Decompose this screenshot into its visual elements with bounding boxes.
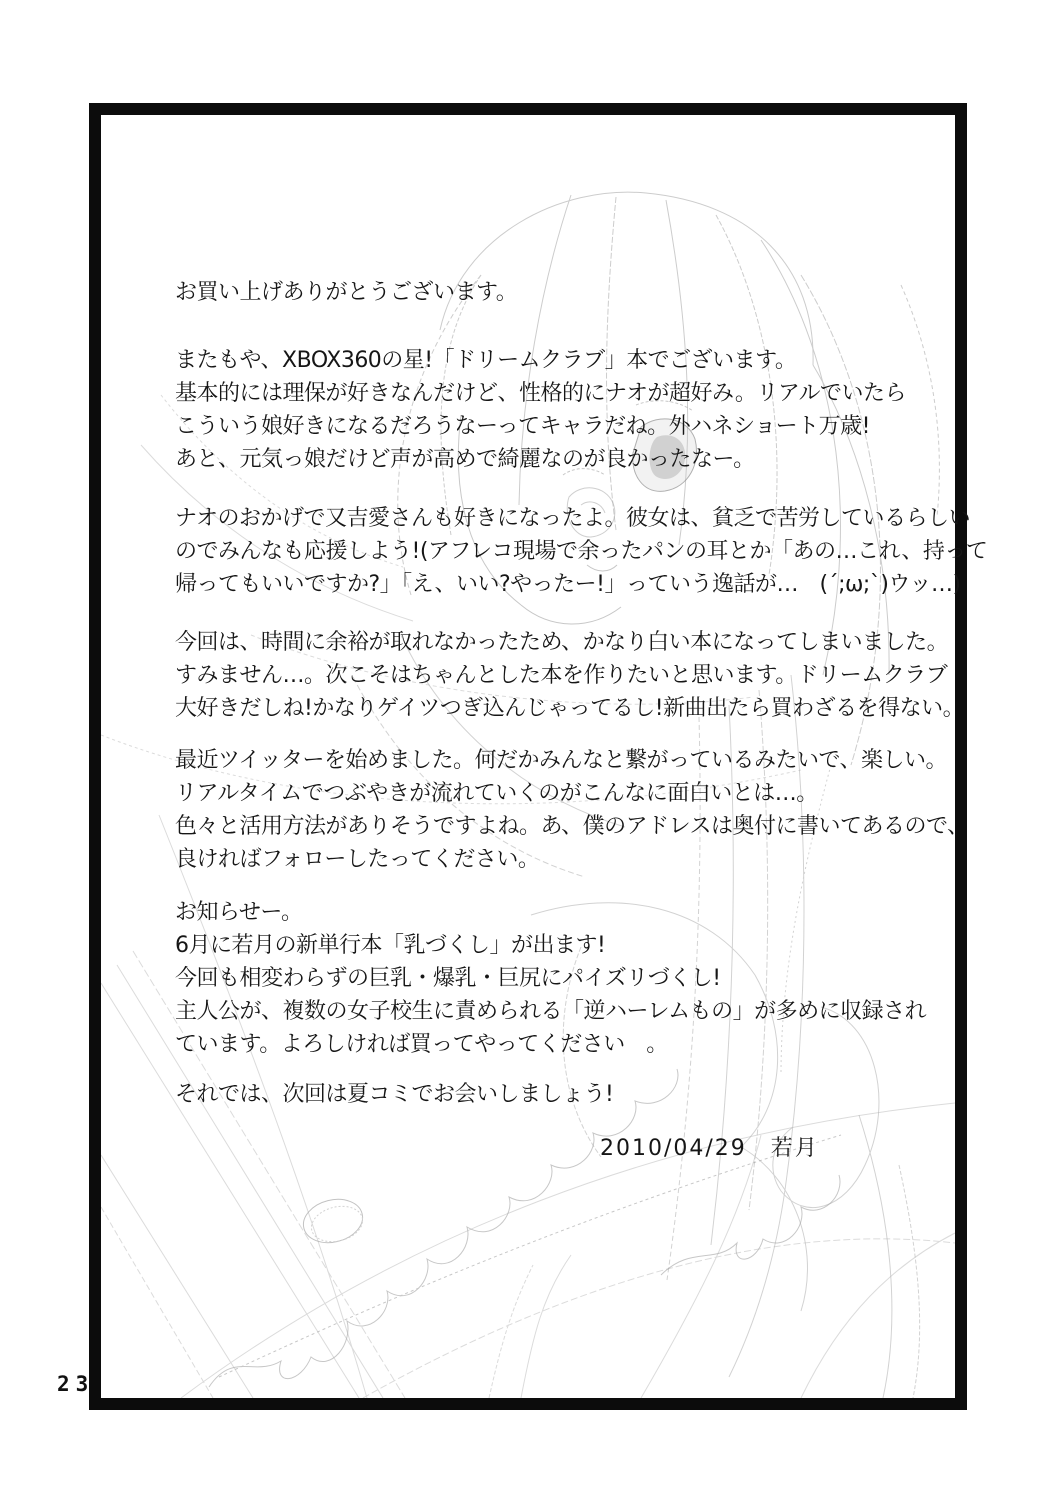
- afterword-text: [175, 276, 988, 1165]
- afterword-paragraph: [175, 344, 935, 476]
- afterword-line: 大好きだしね!かなりゲイツつぎ込んじゃってるし!新曲出たら買わざるを得ない。: [175, 696, 965, 721]
- afterword-paragraph: [175, 276, 935, 309]
- afterword-line: 主人公が、複数の女子校生に責められる「逆ハーレムもの」が多めに収録され: [175, 999, 927, 1024]
- afterword-line: 最近ツイッターを始めました。何だかみんなと繋がっているみたいで、楽しい。: [175, 748, 948, 773]
- afterword-line: リアルタイムでつぶやきが流れていくのがこんなに面白いとは…。: [175, 781, 818, 806]
- afterword-paragraph: [175, 502, 988, 601]
- afterword-line: お買い上げありがとうございます。: [175, 280, 518, 305]
- afterword-line: 6月に若月の新単行本「乳づくし」が出ます!: [175, 933, 606, 958]
- page-number: 23: [57, 1372, 95, 1396]
- afterword-paragraph-announcement: [175, 896, 935, 1061]
- page-border-frame: [89, 103, 988, 1410]
- afterword-line: ています。よろしければ買ってやってください 。: [175, 1032, 668, 1057]
- afterword-paragraph: [175, 744, 969, 876]
- afterword-line: ナオのおかげで又吉愛さんも好きになったよ。彼女は、貧乏で苦労しているらしい: [175, 506, 971, 531]
- afterword-line: すみません…。次こそはちゃんとした本を作りたいと思います。ドリームクラブ: [175, 663, 948, 688]
- afterword-line: またもや、XBOX360の星!「ドリームクラブ」本でございます。: [175, 348, 797, 373]
- afterword-line: のでみんなも応援しよう!(アフレコ現場で余ったパンの耳とか「あの…これ、持って: [175, 539, 988, 564]
- afterword-line: 今回も相変わらずの巨乳・爆乳・巨尻にパイズリづくし!: [175, 966, 721, 991]
- afterword-line: 帰ってもいいですか?」「え、いい?やったー!」っていう逸話が… (´;ω;`)ウッ…): [175, 572, 961, 597]
- afterword-line: お知らせー。: [175, 900, 303, 925]
- afterword-line: 色々と活用方法がありそうですよね。あ、僕のアドレスは奥付に書いてあるので、: [175, 814, 969, 839]
- afterword-line: あと、元気っ娘だけど声が高めで綺麗なのが良かったなー。: [175, 447, 755, 472]
- date-signature: 2010/04/29 若月: [600, 1136, 819, 1161]
- afterword-paragraph: [175, 626, 965, 725]
- afterword-line: 良ければフォローしたってください。: [175, 847, 540, 872]
- afterword-line: 基本的には理保が好きなんだけど、性格的にナオが超好み。リアルでいたら: [175, 381, 907, 406]
- afterword-line: 今回は、時間に余裕が取れなかったため、かなり白い本になってしまいました。: [175, 630, 949, 655]
- afterword-line: それでは、次回は夏コミでお会いしましょう!: [175, 1082, 614, 1107]
- afterword-paragraph-closing: [175, 1078, 935, 1111]
- afterword-line: こういう娘好きになるだろうなーってキャラだね。外ハネショート万歳!: [175, 414, 871, 439]
